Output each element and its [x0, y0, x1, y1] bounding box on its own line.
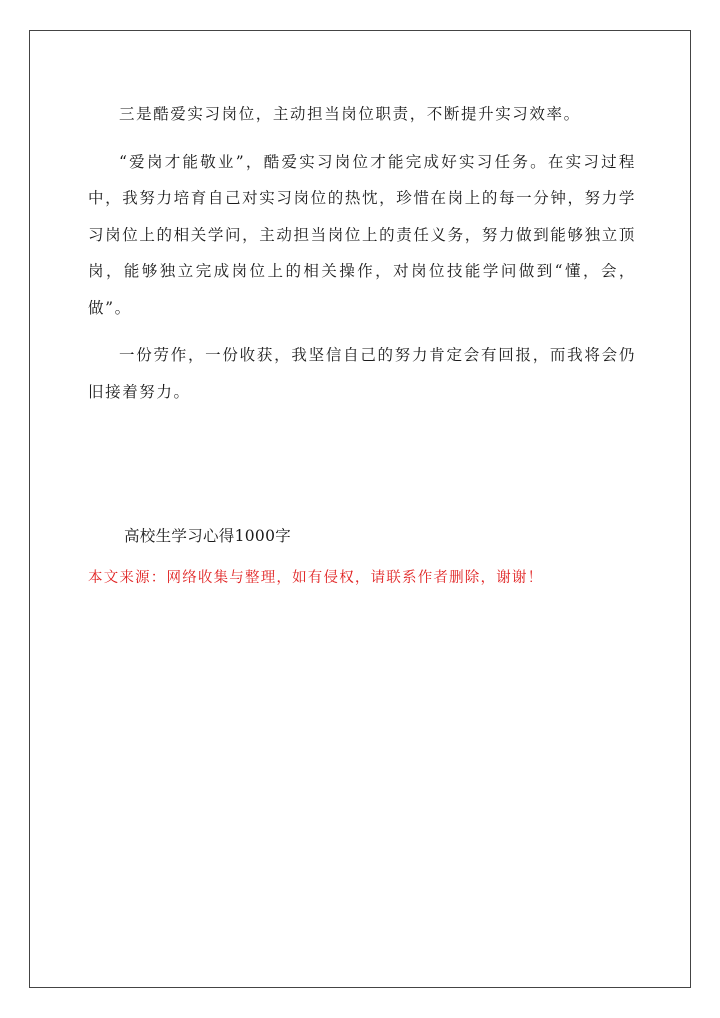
paragraph-1: 三是酷爱实习岗位，主动担当岗位职责，不断提升实习效率。: [119, 105, 581, 123]
document-heading: 高校生学习心得1000字: [124, 527, 292, 545]
paragraph-2: “爱岗才能敬业”，酷爱实习岗位才能完成好实习任务。在实习过程中，我努力培育自己对实习岗位的热忱，珍惜在岗上的每一分钟，努力学习岗位上的相关学问，主动担当岗位上的责任义务，努力做到能够独立顶岗，能够独立完成岗位上的相关操作，对岗位技能学问做到“懂，会，做”。: [88, 152, 636, 317]
paragraph-3: 一份劳作，一份收获，我坚信自己的努力肯定会有回报，而我将会仍旧接着努力。: [88, 346, 636, 401]
source-disclaimer: 本文来源：网络收集与整理，如有侵权，请联系作者删除，谢谢！: [88, 570, 544, 586]
document-body: [88, 96, 636, 421]
